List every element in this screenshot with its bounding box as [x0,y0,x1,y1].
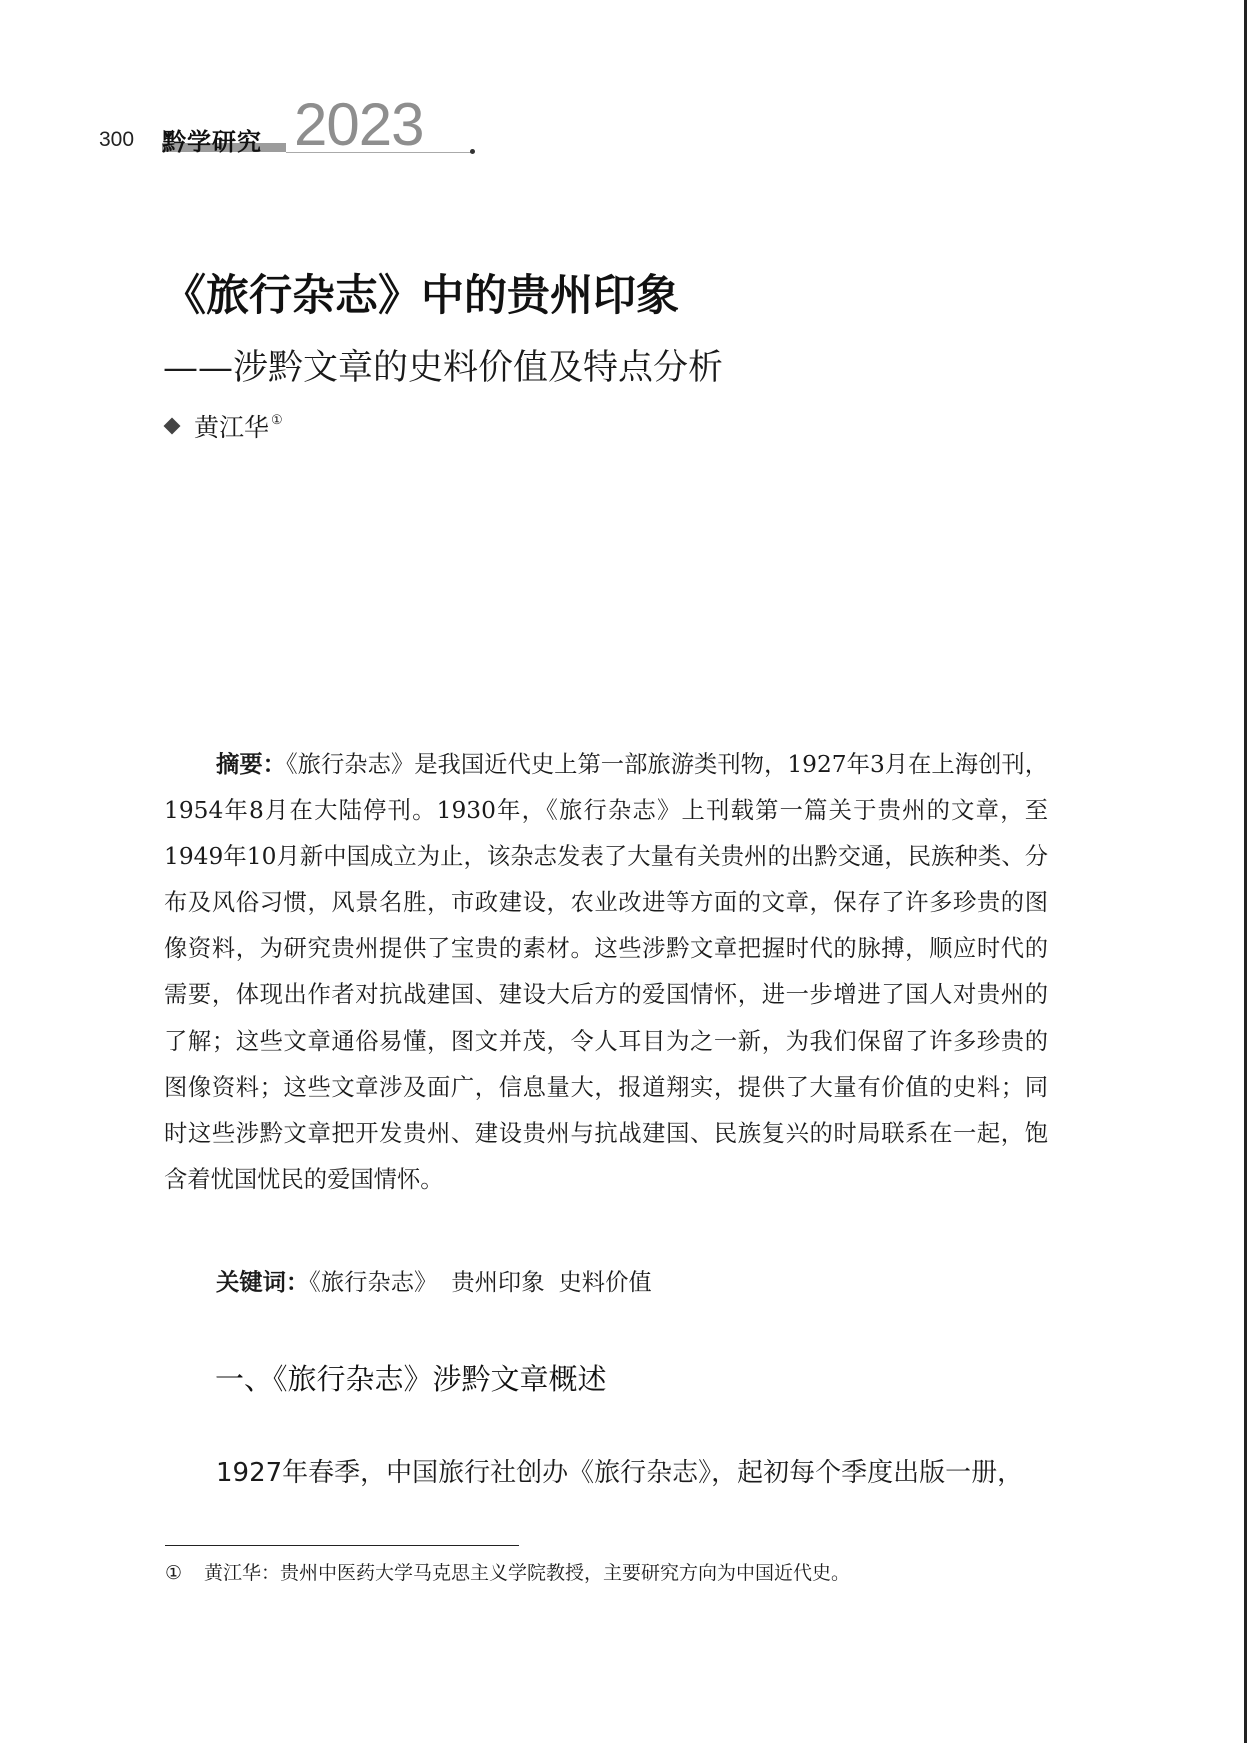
keyword: 《旅行杂志》 [309,1269,438,1296]
keyword: 史料价值 [558,1269,652,1296]
article-subtitle: ——涉黔文章的史料价值及特点分析 [163,348,724,388]
keywords-line [216,1260,666,1306]
author-footnote-mark[interactable]: ① [271,413,283,428]
author-name: 黄江华 [194,413,270,442]
page-number: 300 [99,128,135,151]
footnote [165,1558,850,1585]
abstract-paragraph [164,742,1048,1203]
journal-year: 2023 [294,91,424,158]
footnote-text: 黄江华：贵州中医药大学马克思主义学院教授，主要研究方向为中国近代史。 [204,1562,851,1584]
abstract-text: 《旅行杂志》是我国近代史上第一部旅游类刊物，1927年3月在上海创刊，1954年8月在大陆停刊。1930年，《旅行杂志》上刊载第一篇关于贵州的文章，至1949年10月新中国成立为止，该杂志发表了大量有关贵州的出黔交通，民族种类、分布及风俗习惯，风景名胜，市政建设，农业改进等方面的文章，保存了许多珍贵的图像资料，为研究贵州提供了宝贵的素材。这些涉黔文章把握时代的脉搏，顺应时代的需要，体现出作者对抗战建国、建设大后方的爱国情怀，进一步增进了国人对贵州的了解；这些文章通俗易懂，图文并茂，令人耳目为之一新，为我们保留了许多珍贵的图像资料；这些文章涉及面广，信息量大，报道翔实，提供了大量有价值的史料；同时这些涉黔文章把开发贵州、建设贵州与抗战建国、民族复兴的时局联系在一起，饱含着忧国忧民的爱国情怀。 [164,751,1049,1193]
keyword: 贵州印象 [451,1269,545,1296]
section-heading: 一、《旅行杂志》涉黔文章概述 [215,1362,607,1396]
journal-name: 黔学研究 [162,128,262,156]
author-line [166,408,283,444]
footnote-mark: ① [165,1562,183,1584]
abstract-label: 摘要： [216,751,286,778]
footnote-rule [165,1545,519,1546]
diamond-bullet-icon [164,418,181,435]
keywords-label: 关键词： [216,1269,310,1296]
header-dot [470,149,475,154]
running-header [99,91,489,158]
body-paragraph: 1927年春季，中国旅行社创办《旅行杂志》，起初每个季度出版一册， [216,1458,1024,1488]
article-title: 《旅行杂志》中的贵州印象 [163,271,679,321]
